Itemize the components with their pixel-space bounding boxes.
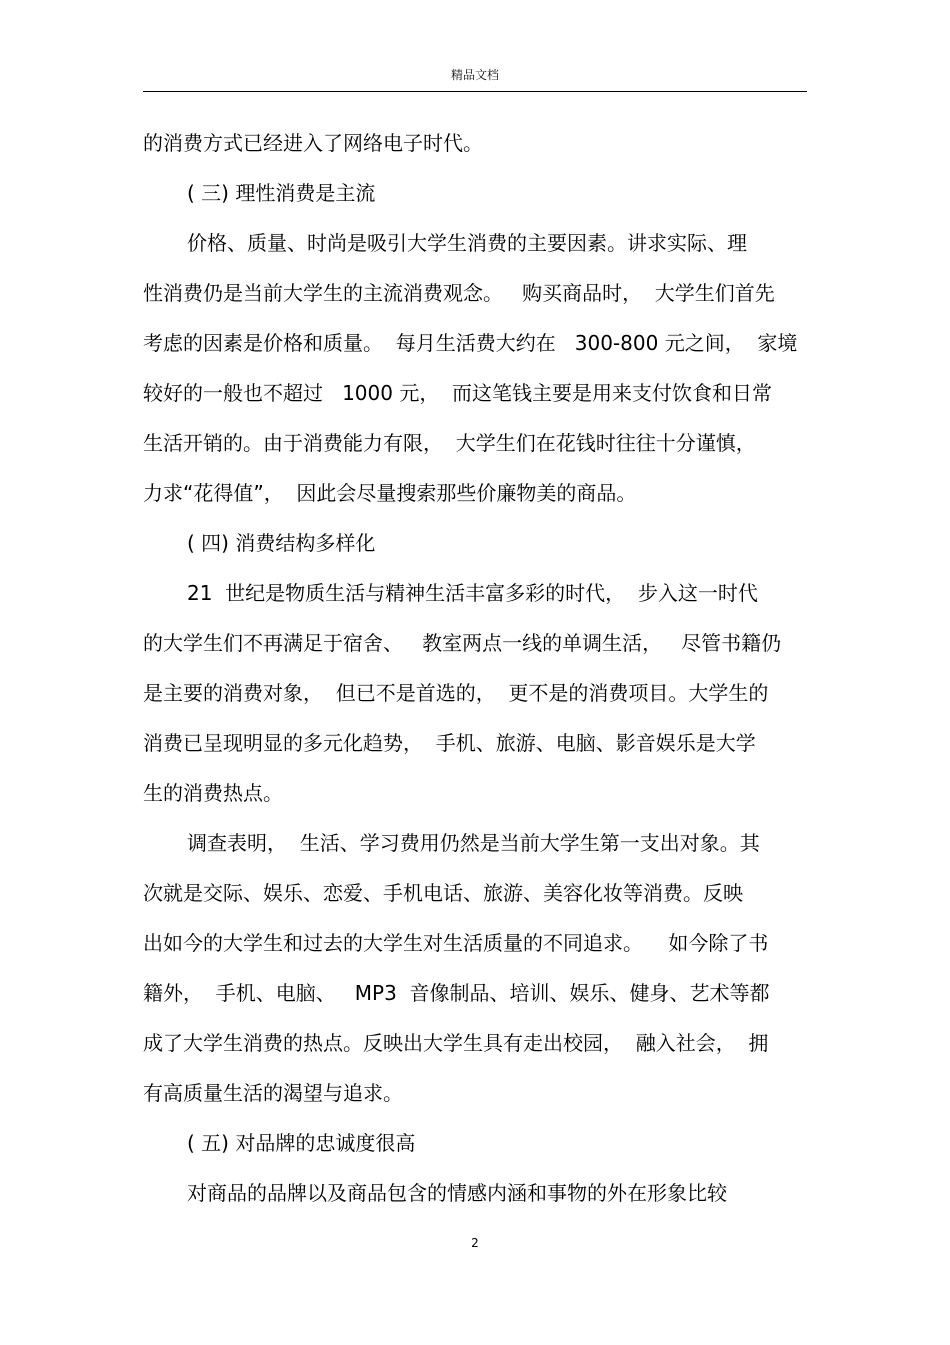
body-line: 有高质量生活的渴望与追求。 xyxy=(143,1081,403,1105)
body-line: 的大学生们不再满足于宿舍、 教室两点一线的单调生活， 尽管书籍仍 xyxy=(143,631,782,655)
body-line: 对商品的品牌以及商品包含的情感内涵和事物的外在形象比较 xyxy=(187,1181,727,1205)
body-line: 生的消费热点。 xyxy=(143,781,283,805)
body-line: 21 世纪是物质生活与精神生活丰富多彩的时代， 步入这一时代 xyxy=(187,581,758,605)
body-line: 是主要的消费对象， 但已不是首选的， 更不是的消费项目。大学生的 xyxy=(143,681,769,705)
body-line: 消费已呈现明显的多元化趋势， 手机、旅游、电脑、影音娱乐是大学 xyxy=(143,731,756,755)
page-header: 精品文档 xyxy=(450,68,499,82)
body-line: 较好的一般也不超过 1000 元， 而这笔钱主要是用来支付饮食和日常 xyxy=(143,381,773,405)
body-line: 次就是交际、娱乐、恋爱、手机电话、旅游、美容化妆等消费。反映 xyxy=(143,881,743,905)
body-line: 调查表明， 生活、学习费用仍然是当前大学生第一支出对象。其 xyxy=(187,831,760,855)
body-line: 出如今的大学生和过去的大学生对生活质量的不同追求。 如今除了书 xyxy=(143,931,769,955)
section-heading: ( 三) 理性消费是主流 xyxy=(187,181,376,205)
body-line: 成了大学生消费的热点。反映出大学生具有走出校园， 融入社会， 拥 xyxy=(143,1031,769,1055)
body-line: 的消费方式已经进入了网络电子时代。 xyxy=(143,131,483,155)
body-line: 价格、质量、时尚是吸引大学生消费的主要因素。讲求实际、理 xyxy=(187,231,747,255)
section-heading: ( 五) 对品牌的忠诚度很高 xyxy=(187,1131,416,1155)
page-number: 2 xyxy=(471,1236,479,1250)
body-line: 力求“花得值”， 因此会尽量搜索那些价廉物美的商品。 xyxy=(143,481,637,505)
section-heading: ( 四) 消费结构多样化 xyxy=(187,531,376,555)
header-divider xyxy=(143,91,807,92)
body-line: 考虑的因素是价格和质量。 每月生活费大约在 300-800 元之间， 家境 xyxy=(143,331,798,355)
body-line: 生活开销的。由于消费能力有限， 大学生们在花钱时往往十分谨慎， xyxy=(143,431,756,455)
body-line: 性消费仍是当前大学生的主流消费观念。 购买商品时， 大学生们首先 xyxy=(143,281,775,305)
body-line: 籍外， 手机、电脑、 MP3 音像制品、培训、娱乐、健身、艺术等都 xyxy=(143,981,770,1005)
